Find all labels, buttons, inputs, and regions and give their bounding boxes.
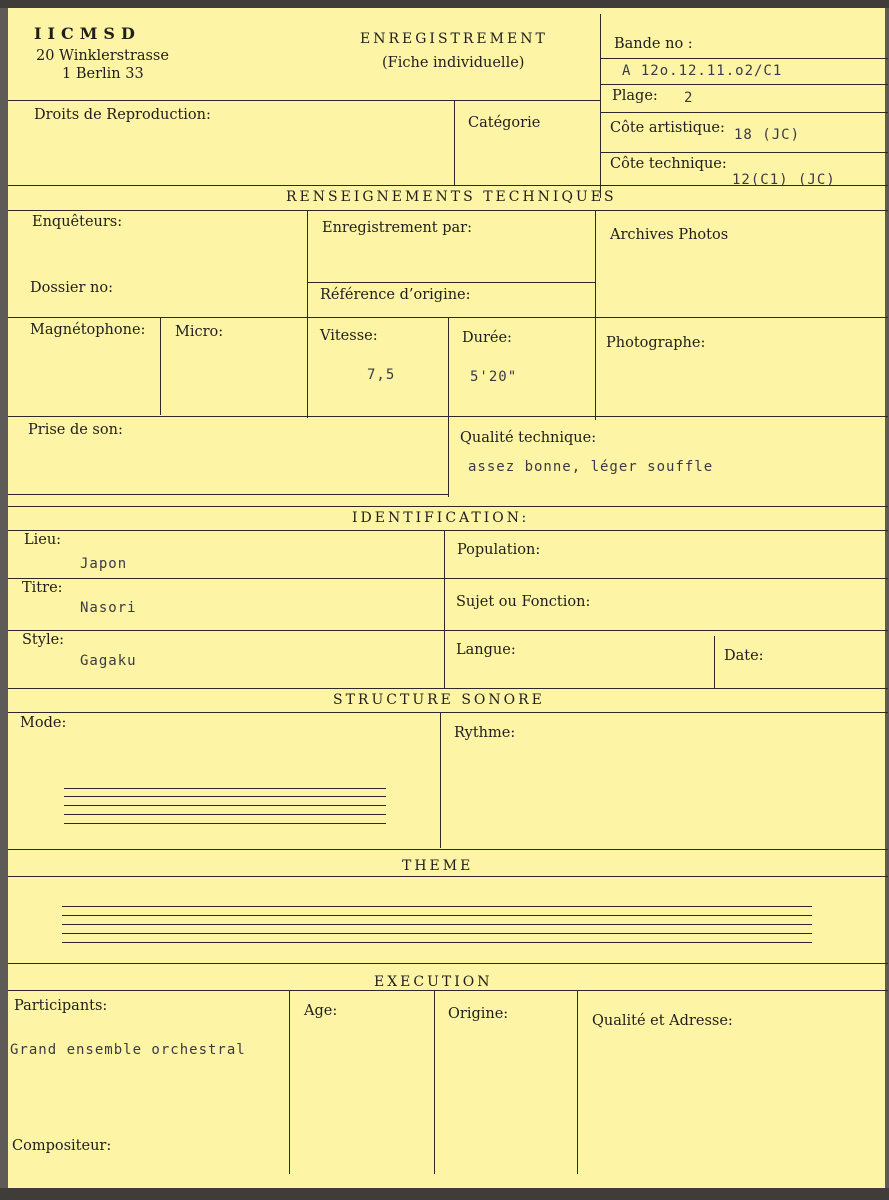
staff-line [62,933,812,934]
cote-technique-value: 12(C1) (JC) [732,172,836,188]
divider [8,530,888,531]
page-title: ENREGISTREMENT [360,31,548,47]
divider [289,990,290,1174]
divider [8,494,448,495]
divider [8,100,600,101]
duree-label: Durée: [462,330,512,346]
divider [448,317,449,497]
vitesse-label: Vitesse: [320,328,378,344]
staff-line [62,942,812,943]
scan-border-bottom [0,1188,889,1200]
divider [600,112,888,113]
dossier-no-label: Dossier no: [30,280,113,296]
photographe-label: Photographe: [606,335,706,351]
titre-label: Titre: [22,580,63,596]
micro-label: Micro: [175,324,224,340]
age-label: Age: [304,1003,338,1019]
cote-artistique-value: 18 (JC) [734,127,801,143]
duree-value: 5'20" [470,369,518,385]
bande-value: A 12o.12.11.o2/C1 [622,63,783,79]
plage-label: Plage: [612,88,658,104]
divider [444,530,445,688]
mode-label: Mode: [20,715,67,731]
vitesse-value: 7,5 [367,367,396,383]
staff-line [64,814,386,815]
divider [8,688,888,689]
section-techniques: RENSEIGNEMENTS TECHNIQUES [286,189,617,205]
origine-label: Origine: [448,1006,509,1022]
participants-value: Grand ensemble orchestral [10,1042,246,1058]
divider [8,712,888,713]
section-identification: IDENTIFICATION: [352,510,530,526]
divider [8,506,888,507]
style-label: Style: [22,632,65,648]
divider [8,578,888,579]
divider [577,990,578,1174]
divider [595,210,596,420]
section-structure: STRUCTURE SONORE [333,692,545,708]
sujet-label: Sujet ou Fonction: [456,594,591,610]
divider [8,416,888,417]
page-subtitle: (Fiche individuelle) [382,55,525,71]
divider [160,317,161,415]
prise-de-son-label: Prise de son: [28,422,123,438]
divider [434,990,435,1174]
divider [8,630,888,631]
staff-line [64,788,386,789]
section-execution: EXECUTION [374,974,493,990]
style-value: Gagaku [80,653,137,669]
section-theme: THEME [402,858,474,874]
address-line-2: 1 Berlin 33 [62,66,144,82]
categorie-label: Catégorie [468,115,541,131]
qualite-technique-label: Qualité technique: [460,430,597,446]
archives-photos-label: Archives Photos [610,227,729,243]
divider [8,876,888,877]
enregistrement-par-label: Enregistrement par: [322,220,472,236]
titre-value: Nasori [80,600,137,616]
cote-technique-label: Côte technique: [610,156,727,172]
divider [8,963,888,964]
divider [600,84,888,85]
staff-line [62,924,812,925]
divider [600,152,888,153]
droits-label: Droits de Reproduction: [34,107,211,123]
qualite-technique-value: assez bonne, léger souffle [468,459,714,475]
magnetophone-label: Magnétophone: [30,322,146,338]
divider [8,210,888,211]
lieu-label: Lieu: [24,532,62,548]
participants-label: Participants: [14,998,108,1014]
staff-line [62,906,812,907]
langue-label: Langue: [456,642,516,658]
divider [8,990,888,991]
reference-origine-label: Référence d’origine: [320,287,471,303]
divider [600,58,888,59]
divider [307,282,595,283]
rythme-label: Rythme: [454,725,516,741]
divider [600,14,601,198]
cote-artistique-label: Côte artistique: [610,120,725,136]
staff-line [64,796,386,797]
scan-border-top [0,0,889,8]
address-line-1: 20 Winklerstrasse [36,48,169,64]
staff-line [64,805,386,806]
compositeur-label: Compositeur: [12,1138,112,1154]
enqueteurs-label: Enquêteurs: [32,214,123,230]
institution-logo: IICMSD [34,24,141,43]
date-label: Date: [724,648,764,664]
divider [307,210,308,418]
staff-line [62,915,812,916]
divider [454,100,455,186]
population-label: Population: [457,542,541,558]
staff-line [64,823,386,824]
qualite-adresse-label: Qualité et Adresse: [592,1013,733,1029]
plage-value: 2 [684,90,694,106]
divider [714,636,715,688]
bande-label: Bande no : [614,36,693,52]
divider [440,712,441,848]
lieu-value: Japon [80,556,128,572]
divider [8,849,888,850]
